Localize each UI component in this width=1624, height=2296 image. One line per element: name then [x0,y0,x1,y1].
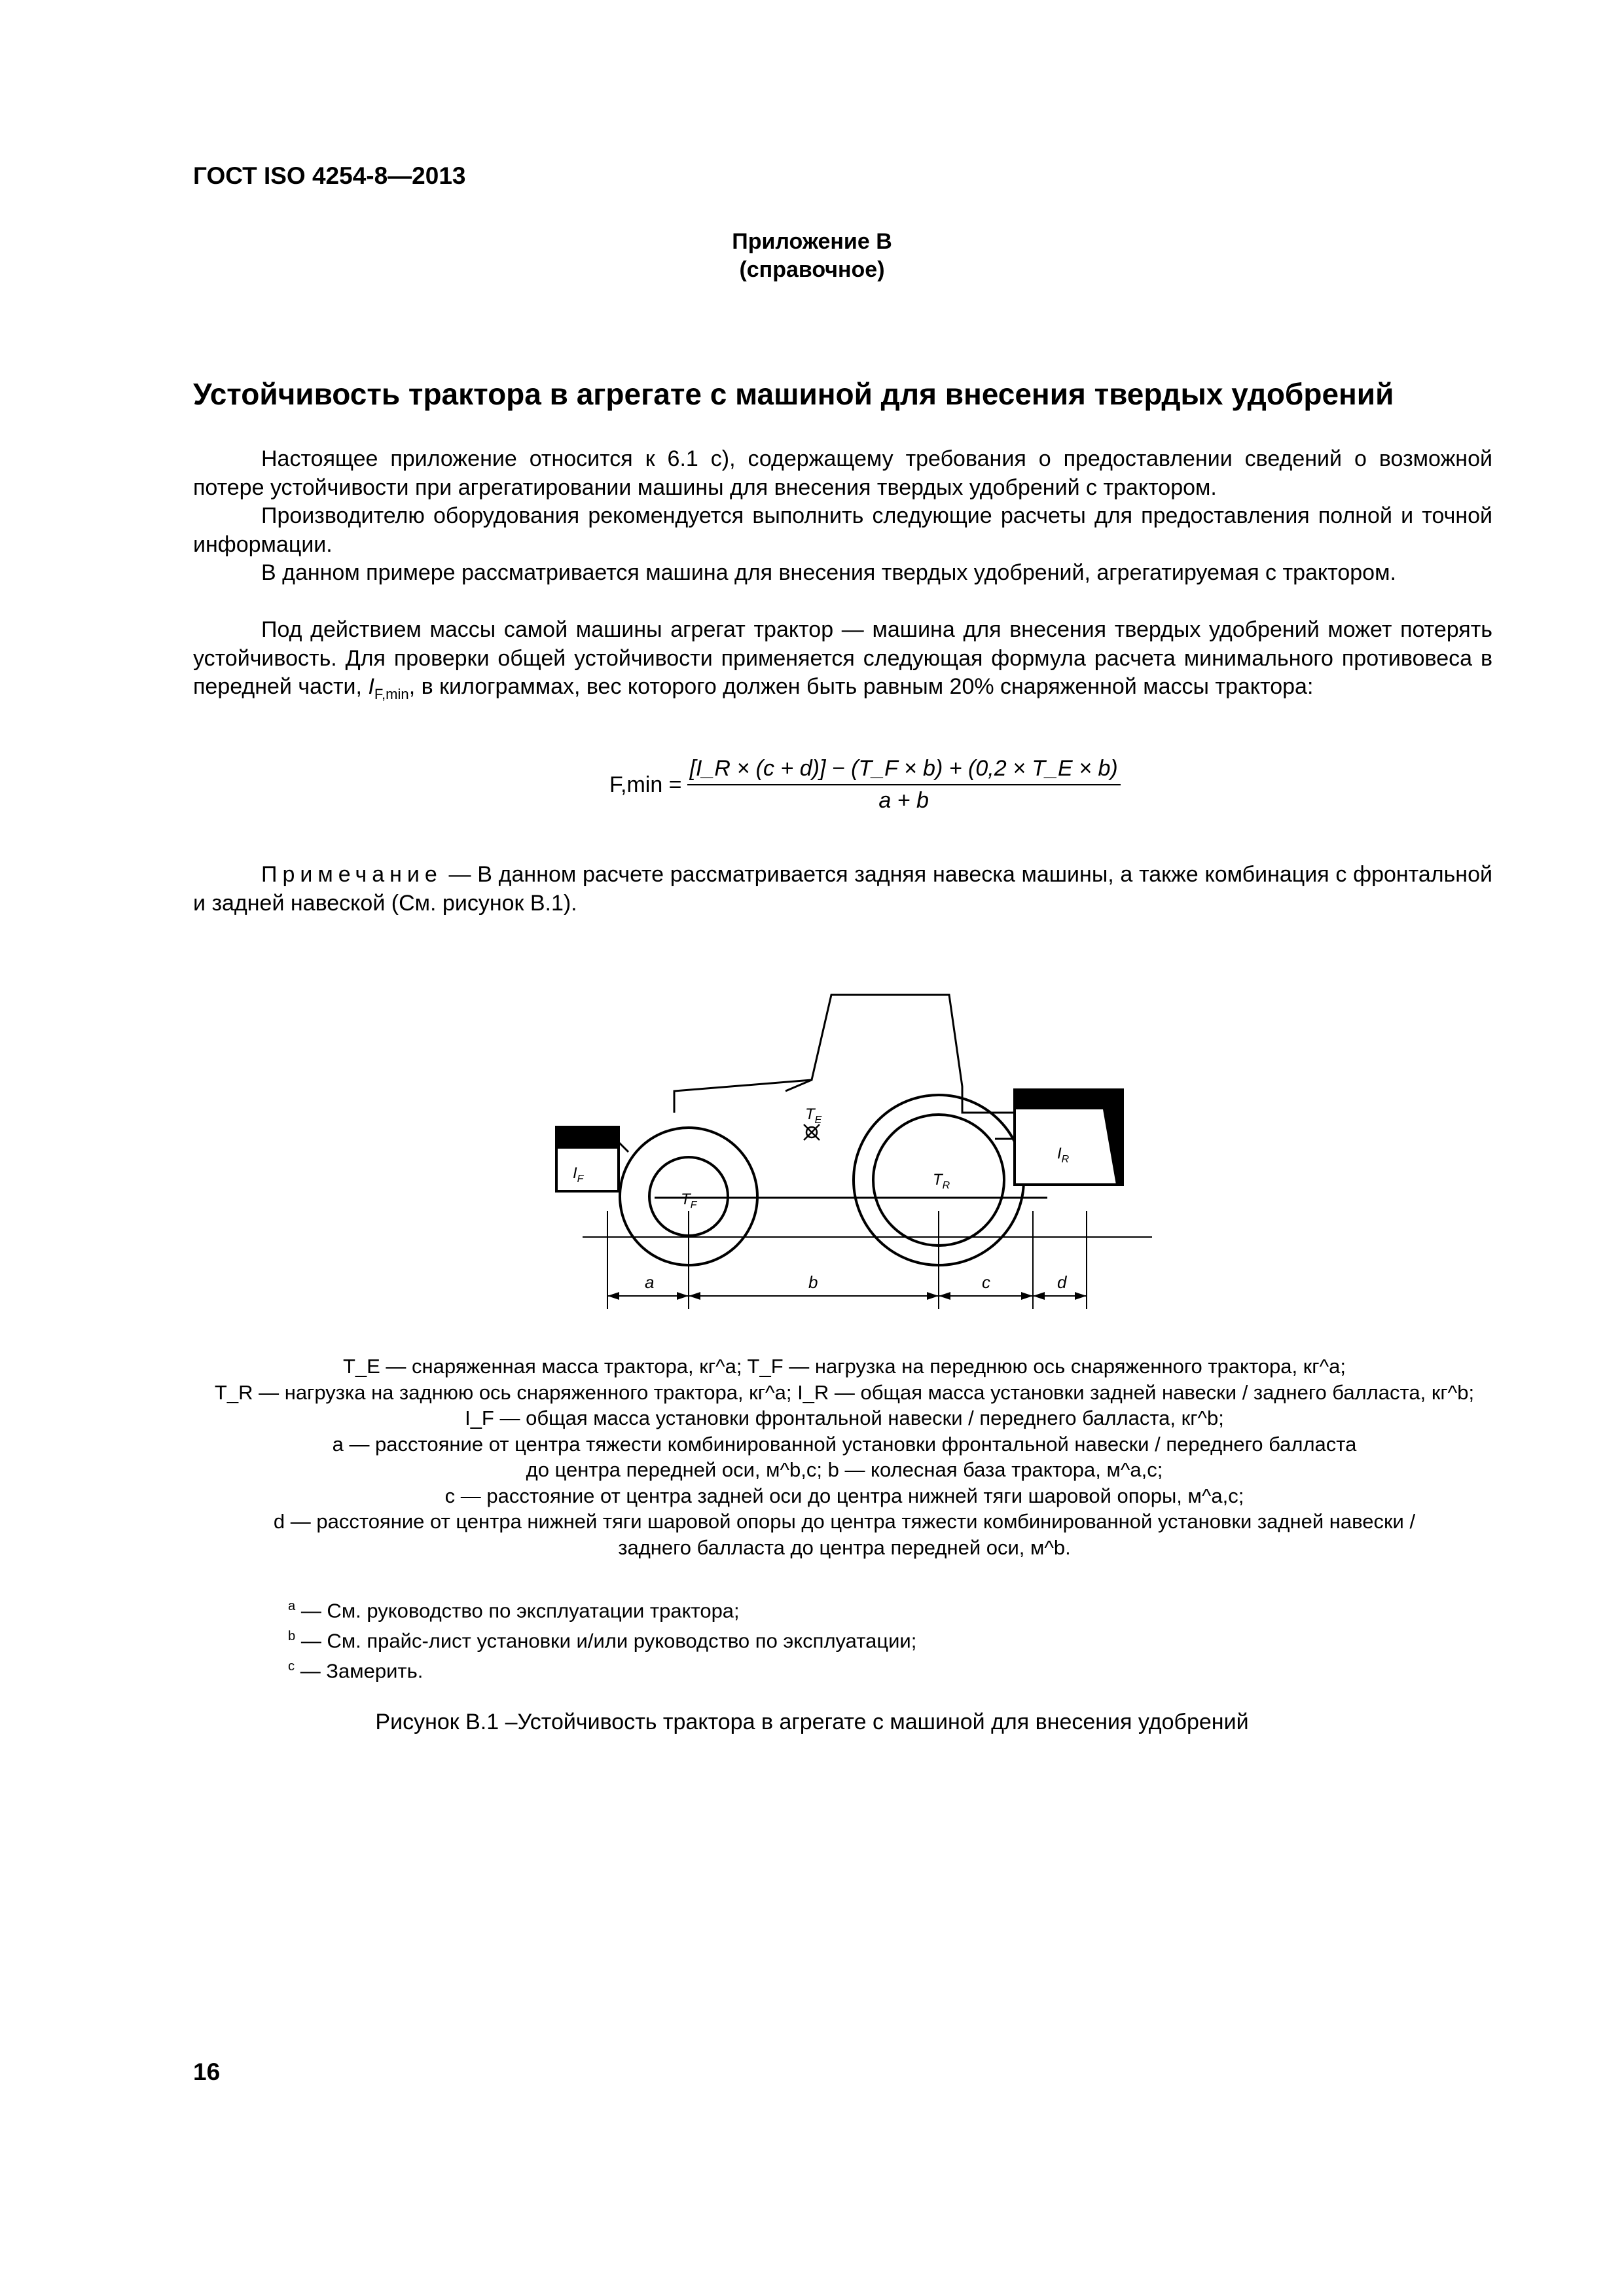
arrow-b-right [927,1292,939,1300]
label-ir: $I_R$ [1057,1145,1070,1165]
appendix-kind: (справочное) [739,257,885,282]
page-number: 16 [193,2058,221,2085]
label-te: $T_E$ [805,1105,822,1126]
figure-legend [196,1354,1492,1560]
paragraph-4-sub: F,min [374,685,409,702]
arrow-a-left [607,1292,619,1300]
paragraph-1: Настоящее приложение относится к 6.1 с), содержащему требования о предоставлении сведений о возможной потере устойчивости при агрегатировании машины для внесения твердых удобрений с трактором. [193,446,1492,500]
legend-line-3: I_F — общая масса установки фронтальной навески / переднего балласта, кг^b; [465,1407,1224,1429]
legend-line-8: заднего балласта до центра передней оси, м^b. [618,1535,1071,1559]
label-tr: $T_R$ [933,1171,950,1191]
note-label: Примечание [261,862,442,887]
arrow-d-left [1033,1292,1045,1300]
label-if: $I_F$ [573,1164,584,1185]
arrow-c-left [939,1292,950,1300]
front-link [619,1142,628,1152]
paragraph-4-text-a: Под действием массы самой машины агрегат трактор — машина для внесения твердых удобрений может потерять устойчивость. Для проверки общей устойчивости применяется следующая формула расчета минимального противовеса в передней части, [193,617,1492,699]
rear-ballast-top [1015,1090,1123,1109]
tractor-figure [543,982,1152,1316]
legend-line-7: d — расстояние от центра нижней тяги шаровой опоры до центра тяжести комбинированной установки задней навески / [273,1510,1416,1533]
arrow-b-left [689,1292,700,1300]
arrow-c-right [1021,1292,1033,1300]
legend-line-1: T_E — снаряженная масса трактора, кг^a; T_F — нагрузка на переднюю ось снаряженного трактора, кг^a; [342,1355,1346,1378]
note-text: — В данном расчете рассматривается задняя навеска машины, а также комбинация с фронтальной и задней навеской (См. рисунок В.1). [193,862,1492,916]
paragraph-2: Производителю оборудования рекомендуется выполнить следующие расчеты для предоставления полной и точной информации. [193,503,1492,557]
appendix-title: Приложение В [732,229,892,254]
front-ballast-top [556,1127,619,1149]
formula-denominator: a + b [878,788,929,813]
figure-caption: Рисунок В.1 –Устойчивость трактора в агрегате с машиной для внесения удобрений [375,1710,1249,1734]
dim-label-b: b [808,1272,818,1292]
dim-label-d: d [1057,1272,1067,1292]
dim-label-a: a [645,1272,655,1292]
tractor-body-outline [674,995,1015,1113]
legend-line-5: до центра передней оси, м^b,c; b — колесная база трактора, м^a,c; [526,1458,1163,1481]
arrow-a-right [677,1292,689,1300]
legend-line-4: a — расстояние от центра тяжести комбинированной установки фронтальной навески / переднего балласта [332,1432,1357,1456]
note [193,861,1492,918]
paragraph-4-text-b: , в килограммах, вес которого должен быть равным 20% снаряженной массы трактора: [408,674,1314,699]
paragraph-4-var: I [368,674,374,699]
paragraph-4 [193,616,1492,708]
footnote-b: $^b$ — См. прайс-лист установки и/или руководство по эксплуатации; [288,1628,917,1653]
main-title: Устойчивость трактора в агрегате с машиной для внесения твердых удобрений [193,377,1394,411]
legend-line-6: c — расстояние от центра задней оси до центра нижней тяги шаровой опоры, м^a,c; [444,1484,1244,1507]
document-header: ГОСТ ISO 4254-8—2013 [193,162,466,189]
legend-line-2: T_R — нагрузка на заднюю ось снаряженного трактора, кг^a; I_R — общая масса установки задней навески / заднего балласта, кг^b; [214,1380,1475,1404]
footnote-c: $^c$ — Замерить. [288,1659,424,1682]
cog-symbol [804,1124,820,1140]
figure-footnotes [288,1594,916,1683]
footnote-a: $^a$ — См. руководство по эксплуатации трактора; [288,1599,740,1623]
formula-lhs: F,min = [609,772,682,797]
paragraph-3: В данном примере рассматривается машина для внесения твердых удобрений, агрегатируемая с трактором. [261,560,1396,585]
arrow-d-right [1075,1292,1087,1300]
label-tf: $T_F$ [681,1191,697,1211]
formula [609,756,1121,814]
dim-label-c: c [982,1272,990,1292]
formula-numerator: [I_R × (c + d)] − (T_F × b) + (0,2 × T_E × b) [687,756,1121,785]
